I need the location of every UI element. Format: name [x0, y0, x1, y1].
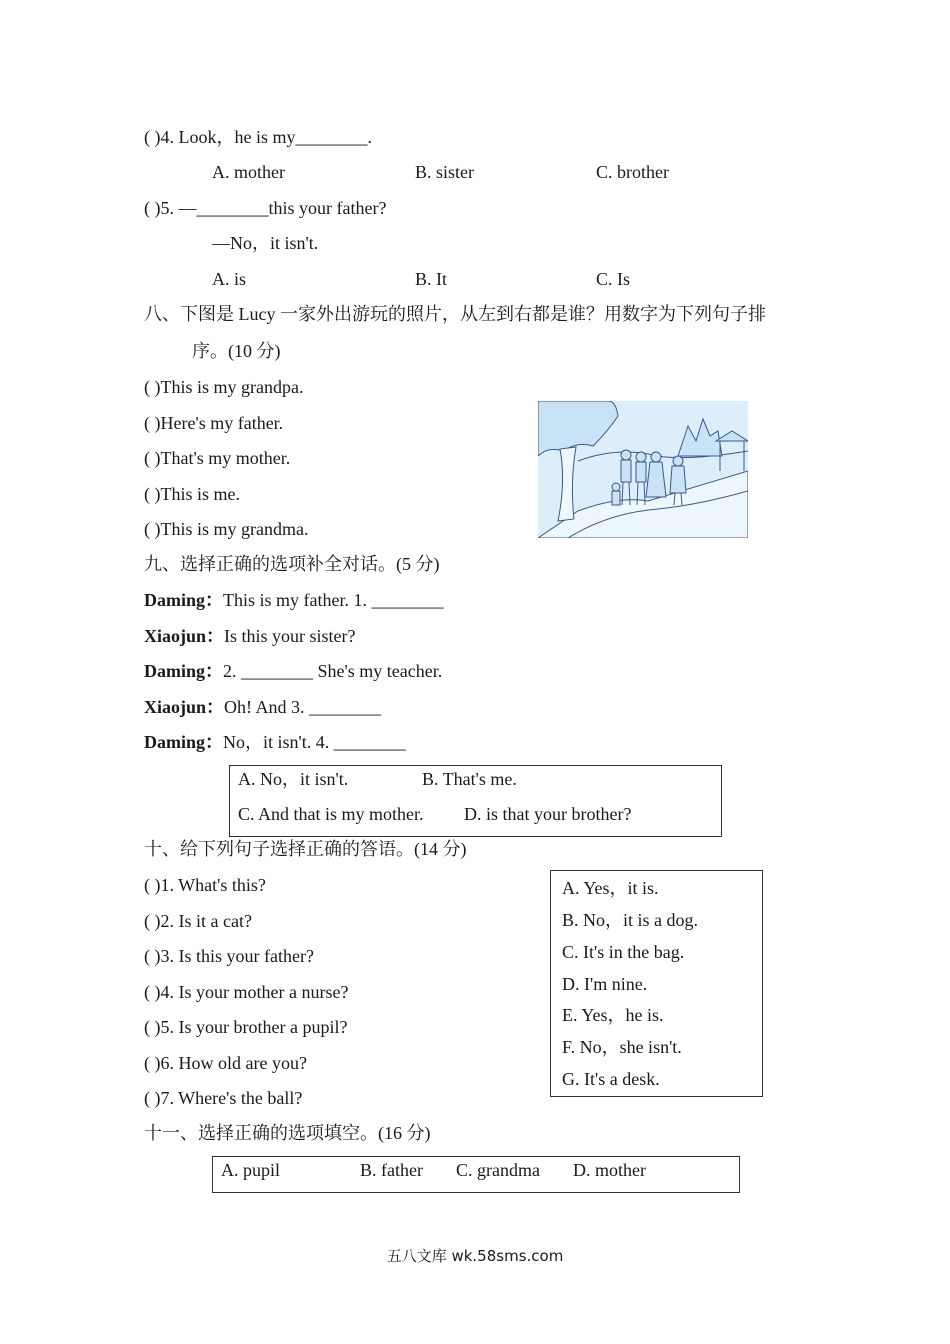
s10-answer-f: F. No，she isn't. [562, 1037, 682, 1057]
q7-5-option-c: C. Is [596, 269, 631, 289]
q7-4-option-b: B. sister [415, 162, 475, 182]
dialog-text: No，it isn't. 4. ________ [223, 732, 406, 752]
s9-option-a: A. No，it isn't. [238, 769, 349, 789]
s8-heading-cont: 序。(10 分) [192, 341, 281, 361]
dialog-line-5 [144, 731, 406, 753]
s10-question-2: ( )2. Is it a cat? [144, 911, 252, 931]
dialog-line-4 [144, 696, 381, 718]
s9-option-b: B. That's me. [422, 769, 517, 789]
dialog-text: Is this your sister? [224, 626, 356, 646]
dialog-speaker: Xiaojun： [144, 697, 225, 717]
s10-question-5: ( )5. Is your brother a pupil? [144, 1017, 348, 1037]
s11-option-b: B. father [360, 1160, 423, 1180]
q7-4-option-c: C. brother [596, 162, 669, 182]
s11-heading: 十一、选择正确的选项填空。(16 分) [144, 1123, 431, 1143]
s10-answer-g: G. It's a desk. [562, 1069, 660, 1089]
s8-item-4: ( )This is me. [144, 484, 240, 504]
dialog-line-3 [144, 660, 442, 682]
s8-heading: 八、下图是 Lucy 一家外出游玩的照片，从左到右都是谁？用数字为下列句子排 [144, 304, 766, 324]
s10-answer-c: C. It's in the bag. [562, 942, 685, 962]
s8-item-3: ( )That's my mother. [144, 448, 291, 468]
s10-question-6: ( )6. How old are you? [144, 1053, 307, 1073]
s9-heading: 九、选择正确的选项补全对话。(5 分) [144, 554, 440, 574]
s10-question-1: ( )1. What's this? [144, 875, 266, 895]
page-footer: 五八文库 wk.58sms.com [386, 1247, 564, 1265]
dialog-text: This is my father. 1. ________ [223, 590, 444, 610]
q7-4-question: ( )4. Look，he is my________. [144, 127, 372, 147]
dialog-speaker: Daming： [144, 590, 224, 610]
dialog-speaker: Daming： [144, 732, 224, 752]
s8-item-2: ( )Here's my father. [144, 413, 284, 433]
s10-question-7: ( )7. Where's the ball? [144, 1088, 303, 1108]
dialog-text: Oh! And 3. ________ [224, 697, 382, 717]
dialog-line-1 [144, 589, 444, 611]
s10-answer-b: B. No，it is a dog. [562, 910, 699, 930]
q7-5-answer-line: —No，it isn't. [212, 233, 319, 253]
s10-question-4: ( )4. Is your mother a nurse? [144, 982, 349, 1002]
s10-answer-d: D. I'm nine. [562, 974, 648, 994]
dialog-speaker: Daming： [144, 661, 224, 681]
s11-option-c: C. grandma [456, 1160, 540, 1180]
s8-item-1: ( )This is my grandpa. [144, 377, 304, 397]
s9-option-d: D. is that your brother? [464, 804, 632, 824]
s10-question-3: ( )3. Is this your father? [144, 946, 314, 966]
dialog-text: 2. ________ She's my teacher. [223, 661, 443, 681]
q7-5-option-a: A. is [212, 269, 247, 289]
s8-item-5: ( )This is my grandma. [144, 519, 309, 539]
s11-option-a: A. pupil [221, 1160, 281, 1180]
s10-answer-e: E. Yes，he is. [562, 1005, 664, 1025]
s10-answer-a: A. Yes，it is. [562, 878, 659, 898]
s10-heading: 十、给下列句子选择正确的答语。(14 分) [144, 839, 467, 859]
q7-5-question: ( )5. —________this your father? [144, 198, 387, 218]
family-photo-illustration [538, 401, 748, 538]
dialog-line-2 [144, 625, 356, 647]
dialog-speaker: Xiaojun： [144, 626, 225, 646]
s11-option-d: D. mother [573, 1160, 646, 1180]
q7-5-option-b: B. It [415, 269, 448, 289]
q7-4-option-a: A. mother [212, 162, 285, 182]
s9-option-c: C. And that is my mother. [238, 804, 424, 824]
